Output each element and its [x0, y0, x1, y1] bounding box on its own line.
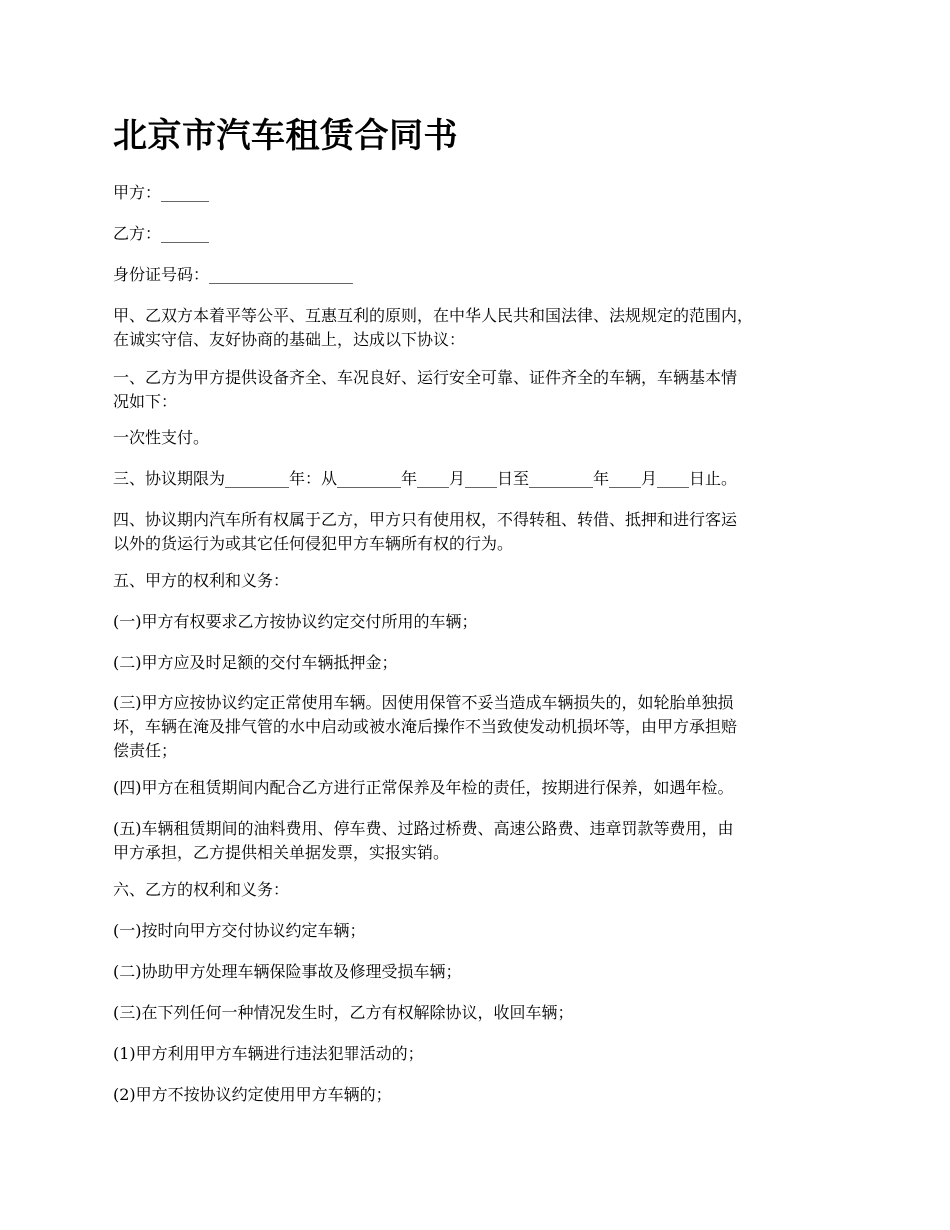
- text-line: (二)协助甲方处理车辆保险事故及修理受损车辆；: [113, 962, 462, 981]
- text-line: 五、甲方的权利和义务：: [113, 571, 290, 590]
- text-line: (二)甲方应及时足额的交付车辆抵押金；: [113, 653, 398, 672]
- text-line: 乙方：______: [113, 224, 210, 243]
- text-line: 以外的货运行为或其它任何侵犯甲方车辆所有权的行为。: [113, 534, 514, 553]
- clause-6-subitem-1: [113, 1042, 849, 1066]
- text-line: (三)在下列任何一种情况发生时，乙方有权解除协议，收回车辆；: [113, 1003, 574, 1022]
- clause-5-item-3: [113, 691, 849, 763]
- clause-3-paragraph: [113, 467, 849, 491]
- text-line: (一)甲方有权要求乙方按协议约定交付所用的车辆；: [113, 612, 478, 631]
- document-title: 北京市汽车租赁合同书: [113, 116, 458, 156]
- clause-6-heading: [113, 878, 849, 902]
- text-line: 偿责任；: [113, 741, 178, 760]
- text-line: (一)按时向甲方交付协议约定车辆；: [113, 921, 366, 940]
- preamble-paragraph: [113, 304, 849, 352]
- text-line: 六、乙方的权利和义务：: [113, 880, 290, 899]
- payment-paragraph: [113, 426, 849, 450]
- party-a-line: [113, 181, 849, 205]
- text-line: 甲方：______: [113, 183, 210, 202]
- text-line: 甲方承担，乙方提供相关单据发票，实报实销。: [113, 843, 450, 862]
- text-line: 甲、乙双方本着平等公平、互惠互利的原则，在中华人民共和国法律、法规规定的范围内，: [113, 306, 754, 325]
- clause-6-item-2: [113, 960, 849, 984]
- text-line: (三)甲方应按协议约定正常使用车辆。因使用保管不妥当造成车辆损失的，如轮胎单独损: [113, 693, 734, 712]
- clause-1-paragraph: [113, 366, 849, 414]
- clause-4-paragraph: [113, 508, 849, 556]
- text-line: (五)车辆租赁期间的油料费用、停车费、过路过桥费、高速公路费、违章罚款等费用，由: [113, 819, 734, 838]
- clause-6-item-1: [113, 919, 849, 943]
- text-line: (2)甲方不按协议约定使用甲方车辆的；: [113, 1085, 392, 1104]
- clause-5-item-5: [113, 817, 849, 865]
- clause-5-heading: [113, 569, 849, 593]
- clause-6-subitem-2: [113, 1083, 849, 1107]
- text-line: (1)甲方利用甲方车辆进行违法犯罪活动的；: [113, 1044, 424, 1063]
- clause-5-item-4: [113, 776, 849, 800]
- text-line: 三、协议期限为________年：从________年____月____日至________年____月____日止。: [113, 469, 738, 488]
- text-line: 一、乙方为甲方提供设备齐全、车况良好、运行安全可靠、证件齐全的车辆，车辆基本情: [113, 368, 738, 387]
- id-number-line: [113, 263, 849, 287]
- text-line: 身份证号码：__________________: [113, 265, 354, 284]
- party-b-line: [113, 222, 849, 246]
- clause-5-item-2: [113, 651, 849, 675]
- clause-5-item-1: [113, 610, 849, 634]
- text-line: 坏，车辆在淹及排气管的水中启动或被水淹后操作不当致使发动机损坏等，由甲方承担赔: [113, 717, 738, 736]
- text-line: 四、协议期内汽车所有权属于乙方，甲方只有使用权，不得转租、转借、抵押和进行客运: [113, 510, 738, 529]
- text-line: (四)甲方在租赁期间内配合乙方进行正常保养及年检的责任，按期进行保养，如遇年检。: [113, 778, 734, 797]
- text-line: 一次性支付。: [113, 428, 210, 447]
- clause-6-item-3: [113, 1001, 849, 1025]
- text-line: 况如下：: [113, 392, 178, 411]
- text-line: 在诚实守信、友好协商的基础上，达成以下协议：: [113, 330, 466, 349]
